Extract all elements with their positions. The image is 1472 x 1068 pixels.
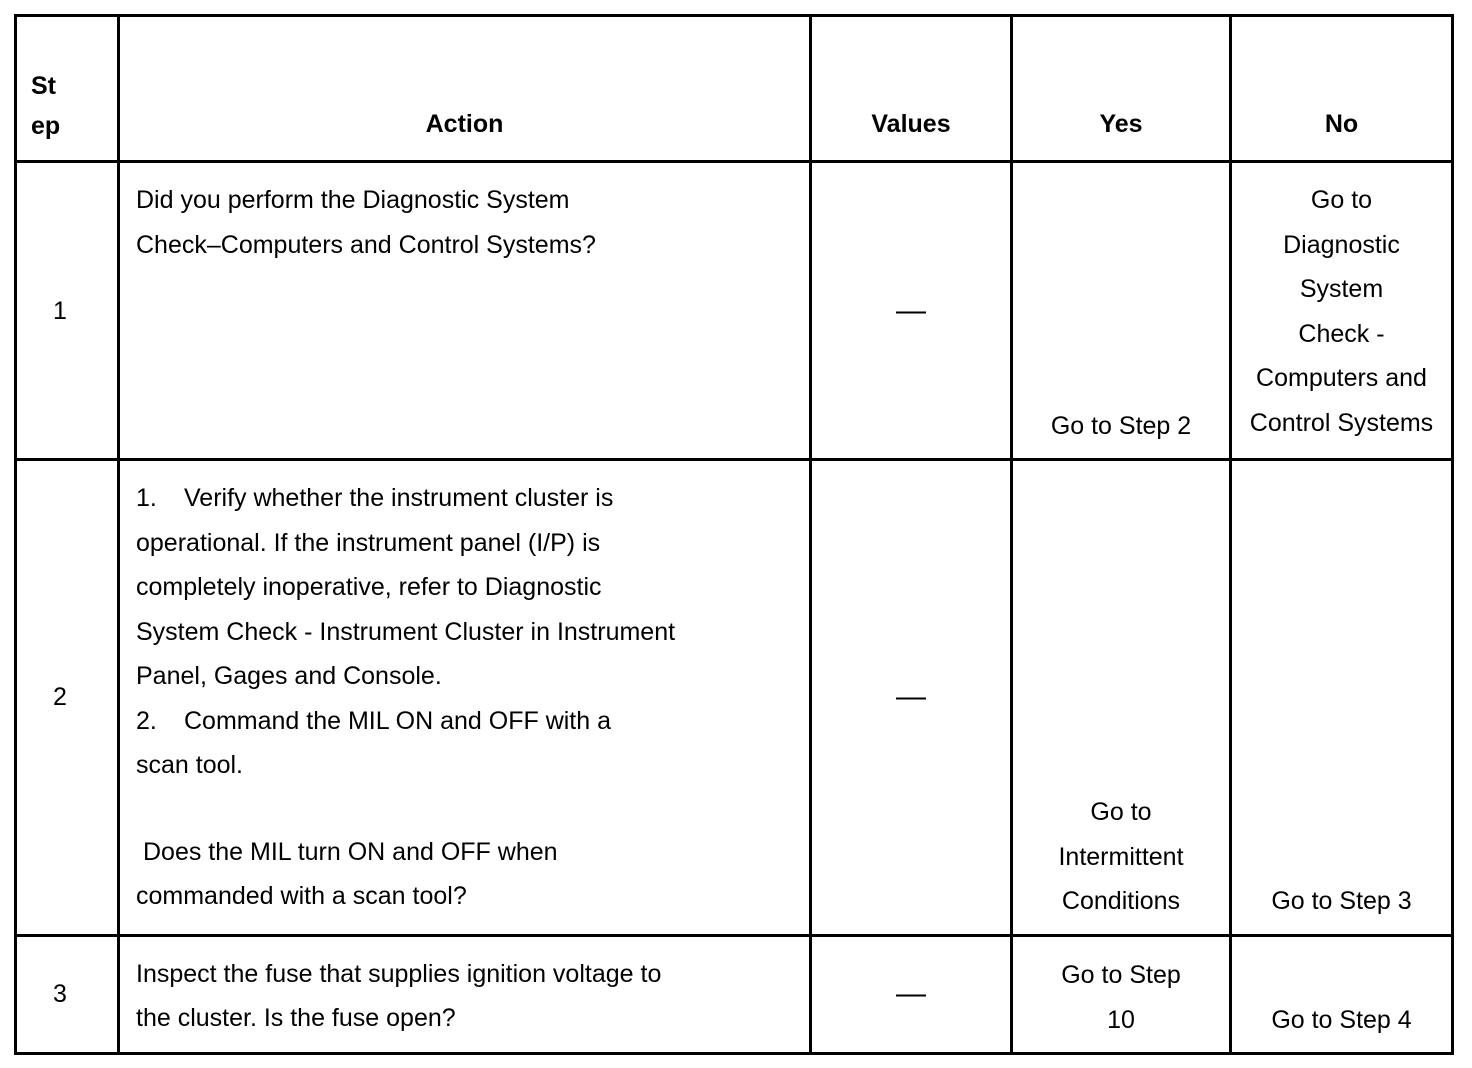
action-line: the cluster. Is the fuse open? [136, 1004, 456, 1033]
no-line: Go to Step 3 [1271, 887, 1412, 916]
diagnostic-table-grid [14, 14, 1454, 1055]
action-line: scan tool. [136, 751, 244, 780]
action-line: Inspect the fuse that supplies ignition voltage to [136, 959, 662, 988]
action-list-item [136, 476, 809, 521]
action-line: Check–Computers and Control Systems? [136, 230, 596, 259]
step-number: 1 [16, 162, 119, 460]
action-list-item [136, 699, 809, 744]
yes-line: Go to [1090, 798, 1152, 827]
yes-line: 10 [1107, 1005, 1135, 1034]
no-line: System [1299, 275, 1384, 304]
no-cell [1231, 162, 1453, 460]
action-line: Panel, Gages and Console. [136, 662, 442, 691]
no-cell [1231, 935, 1453, 1053]
list-text: Command the MIL ON and OFF with a [184, 706, 612, 735]
header-action: Action [119, 16, 811, 162]
values-cell: — [811, 935, 1012, 1053]
no-line: Computers and [1256, 364, 1427, 393]
header-step [16, 16, 119, 162]
spacer [136, 788, 809, 830]
no-line: Go to Step 4 [1271, 1005, 1412, 1034]
action-line: System Check - Instrument Cluster in Instrument [136, 617, 676, 646]
no-line: Control Systems [1249, 408, 1434, 437]
header-no: No [1231, 16, 1453, 162]
header-row [16, 16, 1453, 162]
yes-cell [1012, 460, 1231, 935]
action-cell [119, 460, 811, 935]
action-question: commanded with a scan tool? [136, 882, 467, 911]
values-cell: — [811, 460, 1012, 935]
step-number: 2 [16, 460, 119, 935]
action-line: completely inoperative, refer to Diagnostic [136, 573, 602, 602]
values-cell: — [811, 162, 1012, 460]
header-step-line: ep [31, 112, 61, 141]
step-number: 3 [16, 935, 119, 1053]
action-line: Did you perform the Diagnostic System [136, 186, 570, 215]
action-cell [119, 935, 811, 1053]
list-text: Verify whether the instrument cluster is [184, 484, 614, 513]
yes-cell [1012, 935, 1231, 1053]
list-number: 2. [136, 706, 157, 735]
action-line: operational. If the instrument panel (I/P) is [136, 528, 601, 557]
table-row-step-3 [16, 935, 1453, 1053]
header-step-line: St [31, 72, 56, 101]
yes-line: Intermittent [1058, 842, 1184, 871]
yes-cell [1012, 162, 1231, 460]
action-cell [119, 162, 811, 460]
yes-line: Go to Step [1061, 961, 1181, 989]
no-line: Check - [1298, 319, 1385, 348]
no-line: Go to [1310, 186, 1373, 215]
yes-line: Conditions [1061, 887, 1181, 916]
no-line: Diagnostic [1283, 230, 1400, 259]
header-values: Values [811, 16, 1012, 162]
table-row-step-1 [16, 162, 1453, 460]
no-cell [1231, 460, 1453, 935]
action-question: Does the MIL turn ON and OFF when [143, 837, 558, 866]
diagnostic-table [14, 14, 1451, 1055]
yes-line: Go to Step 2 [1050, 411, 1192, 440]
list-number: 1. [136, 484, 157, 513]
header-yes: Yes [1012, 16, 1231, 162]
table-row-step-2 [16, 460, 1453, 935]
